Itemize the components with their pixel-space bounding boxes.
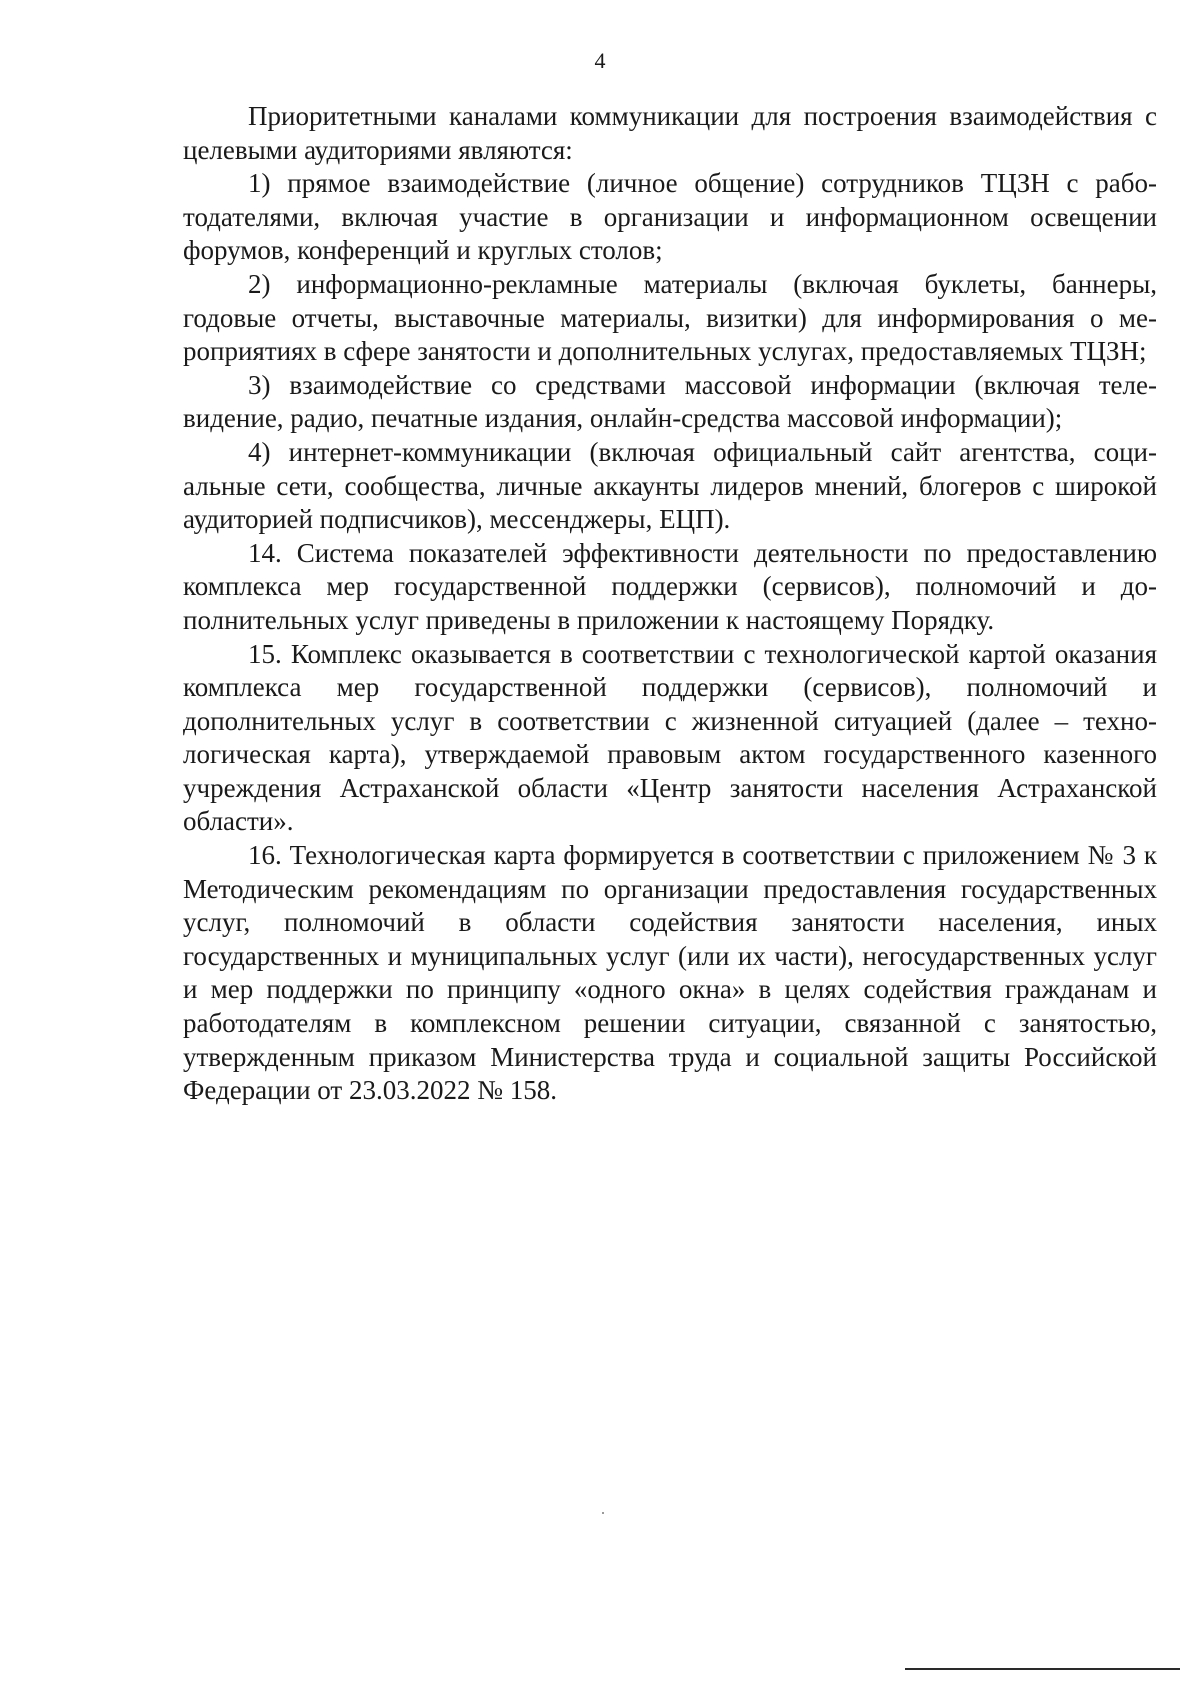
paragraph-intro: Приоритетными каналами коммуникации для построения взаимодействия с целевыми аудиториями являются: bbox=[183, 101, 1157, 165]
list-item-1: 1) прямое взаимодействие (личное общение) сотрудников ТЦЗН с работодателями, включая участие в организации и информационном освещении форумов, конференций и круглых столов; bbox=[183, 168, 1157, 266]
document-body bbox=[183, 100, 1157, 1108]
clause-15: 15. Комплекс оказывается в соответствии с технологической картой оказания комплекса мер государственной поддержки (сервисов), полномочий и дополнительных услуг в соответствии с жизненной ситуацией (далее – технологическая карта), утверждаемой правовым актом государственного казенного учреждения Астраханской области «Центр занятости населения Астраханской области». bbox=[183, 638, 1157, 837]
scan-artifact-dot bbox=[602, 1512, 604, 1514]
footer-rule bbox=[905, 1668, 1180, 1670]
clause-14: 14. Система показателей эффективности деятельности по предоставлению комплекса мер государственной поддержки (сервисов), полномочий и дополнительных услуг приведены в приложении к настоящему Порядку. bbox=[183, 537, 1157, 635]
clause-16: 16. Технологическая карта формируется в соответствии с приложением № 3 к Методическим рекомендациям по организации предоставления государственных услуг, полномочий в области содействия занятости населения, иных государственных и муниципальных услуг (или их части), негосударственных услуг и мер поддержки по принципу «одного окна» в целях содействия гражданам и работодателям в комплексном решении ситуации, связанной с занятостью, утвержденным приказом Министерства труда и социальной защиты Российской Федерации от 23.03.2022 № 158. bbox=[183, 840, 1157, 1106]
page-number: 4 bbox=[594, 48, 606, 73]
list-item-4: 4) интернет-коммуникации (включая официальный сайт агентства, социальные сети, сообщества, личные аккаунты лидеров мнений, блогеров с широкой аудиторией подписчиков), мессенджеры, ЕЦП). bbox=[183, 436, 1157, 535]
list-item-3: 3) взаимодействие со средствами массовой информации (включая телевидение, радио, печатные издания, онлайн-средства массовой информации); bbox=[183, 369, 1157, 434]
list-item-2: 2) информационно-рекламные материалы (включая буклеты, баннеры, годовые отчеты, выставочные материалы, визитки) для информирования о мероприятиях в сфере занятости и дополнительных услугах, предоставляемых ТЦЗН; bbox=[183, 268, 1157, 367]
